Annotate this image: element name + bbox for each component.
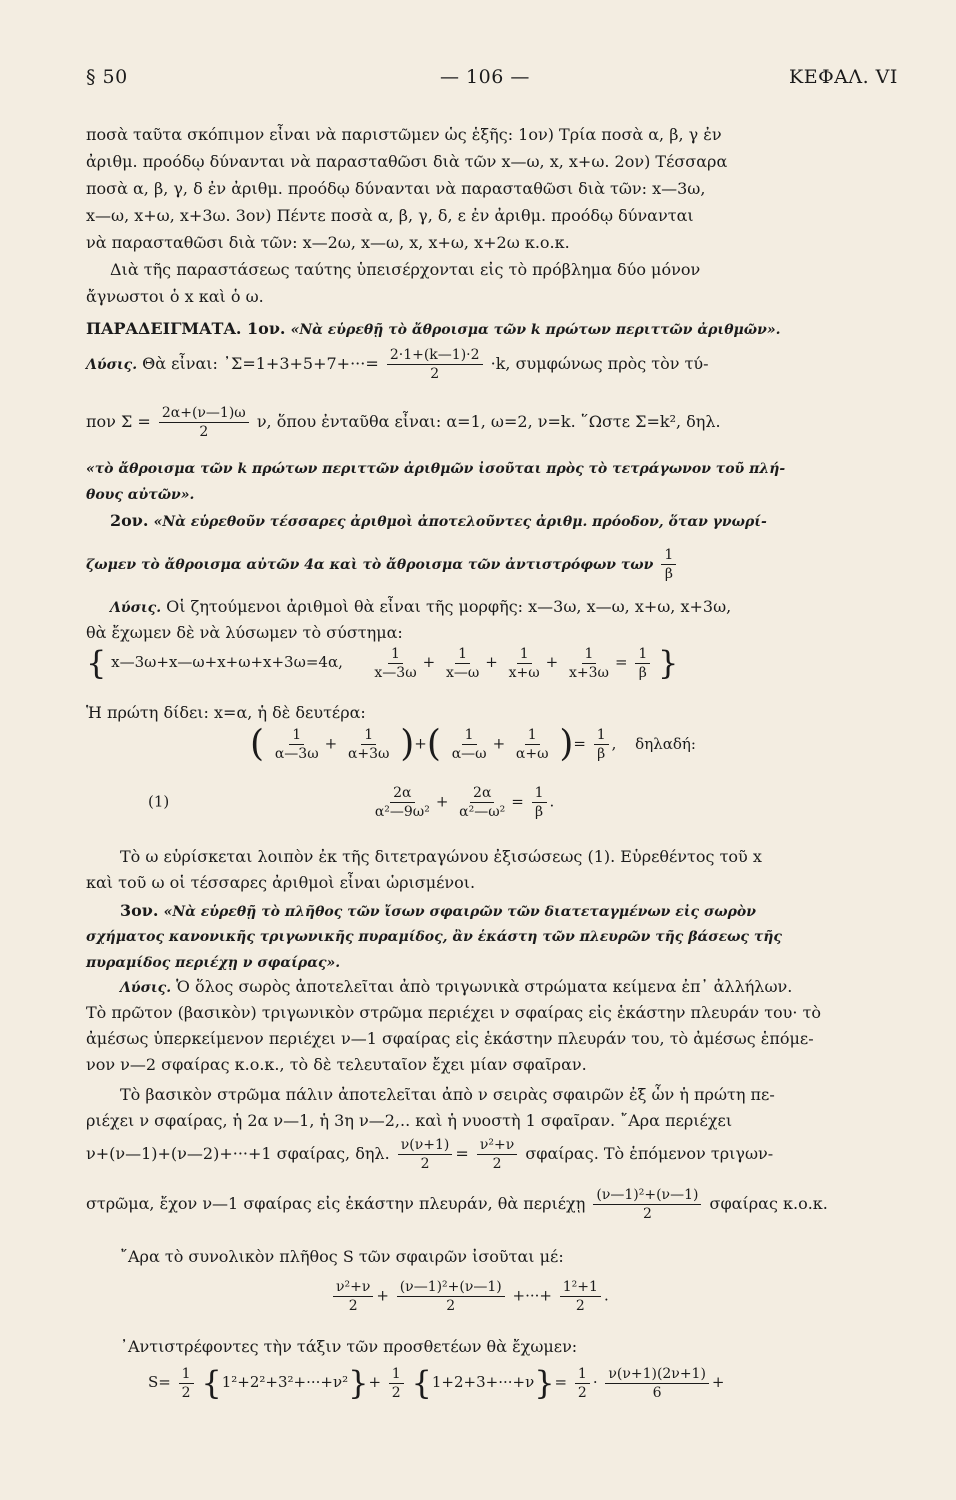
example-2-heading-cont (86, 546, 679, 583)
example-3-title: σχήματος κανονικῆς τριγωνικῆς πυραμίδος, ἂν ἑκάστη τῶν πλευρῶν τῆς βάσεως τῆς (86, 929, 782, 945)
page-number: — 106 — (440, 66, 530, 88)
fraction (566, 645, 612, 682)
equation-1: (1) $\frac{2\alpha}{\text{α²—9ω²}}$ + $\frac{2\alpha}{\text{α²—ω²}}$ = $\frac{1}{\beta}$ . (148, 785, 555, 820)
fraction (593, 1186, 701, 1223)
paren: ( (426, 723, 441, 765)
fraction (389, 1365, 404, 1402)
fraction (456, 784, 508, 821)
denominator: α+3ω (347, 746, 390, 762)
example-2-title: ζωμεν τὸ ἄθροισμα αὐτῶν 4α καὶ τὸ ἄθροισμα τῶν ἀντιστρόφων των (86, 557, 654, 573)
text-line: Τὸ ω εὑρίσκεται λοιπὸν ἐκ τῆς διτετραγώνου ἐξισώσεως (1). Εὑρεθέντος τοῦ x (120, 847, 762, 866)
text-line: ᾿Αντιστρέφοντες τὴν τάξιν τῶν προσθετέων θὰ ἔχωμεν: (120, 1337, 578, 1356)
numerator: 1 (517, 645, 532, 664)
numerator: 1 (388, 645, 403, 664)
total-sum-formula: $\frac{\text{ν²+ν}}{2}$ + $\frac{\text{(ν—1)²+(ν—1)}}{2}$ +···+ $\frac{\text{1²+1}}{2}$ . (330, 1278, 609, 1315)
denominator: 6 (652, 1384, 662, 1401)
denominator: α²—9ω² (374, 804, 430, 820)
numerator: 1 (389, 1365, 404, 1384)
denominator: 2 (181, 1384, 191, 1401)
fraction (345, 726, 393, 763)
fraction (661, 546, 676, 583)
brace-left: { (411, 1364, 432, 1402)
formula-text: S= (148, 1373, 171, 1391)
denominator: α—ω (451, 746, 487, 762)
denominator: x—3ω (374, 664, 417, 681)
fraction (506, 645, 543, 682)
example-2-heading (110, 510, 767, 533)
fraction (477, 1136, 517, 1173)
denominator: 2 (577, 1384, 587, 1401)
numerator: 1 (462, 726, 477, 745)
numerator: 1 (582, 645, 597, 664)
formula-line (86, 404, 721, 441)
section-number: § 50 (86, 66, 128, 88)
text-line: θὰ ἔχωμεν δὲ νὰ λύσωμεν τὸ σύστημα: (86, 623, 403, 642)
fraction (560, 1278, 601, 1315)
formula-text: 1²+2²+3²+···+ν² (221, 1373, 349, 1391)
formula-text: ν, ὅπου ἐνταῦθα εἶναι: α=1, ω=2, ν=k. ῞Ωστε Σ=k², δηλ. (256, 412, 721, 431)
numerator: 2·1+(k—1)·2 (387, 346, 483, 365)
numerator: ν²+ν (333, 1278, 373, 1297)
denominator: 2 (348, 1298, 358, 1314)
example-3-title: «Νὰ εὑρεθῇ τὸ πλῆθος τῶν ἴσων σφαιρῶν τῶν διατεταγμένων εἰς σωρὸν (163, 904, 756, 920)
numerator: 1 (532, 784, 547, 803)
example-3-heading (120, 900, 756, 923)
sum-line: ν+(ν—1)+(ν—2)+···+1 σφαίρας, δηλ. $\frac{\nu(\nu+1)}{2}$ = $\frac{\text{ν²+ν}}{2}$ σφαίρας. Τὸ ἑπόμενον τριγων- (86, 1137, 774, 1172)
text-line: ποσὰ α, β, γ, δ ἐν ἀριθμ. προόδῳ δύνανται νὰ παρασταθῶσι διὰ τῶν: x—3ω, (86, 179, 706, 198)
equation-system: { x—3ω+x—ω+x+ω+x+3ω=4α, $\frac{1}{x—3\omega}$ + $\frac{1}{x—\omega}$ + $\frac{1}{x+\omega}$ + $\frac{1}{x+3\omega}$ = $\frac{1}{\beta}$ } (86, 644, 679, 682)
text-line: ριέχει ν σφαίρας, ἡ 2α ν—1, ἡ 3η ν—2,.. καὶ ἡ νυοστὴ 1 σφαῖραν. ῎Αρα περιέχει (86, 1111, 733, 1130)
text-line: Τὸ πρῶτον (βασικὸν) τριγωνικὸν στρῶμα περιέχει ν σφαίρας εἰς ἑκάστην πλευράν του· τὸ (86, 1003, 822, 1022)
formula-text: δηλαδή: (635, 734, 696, 753)
text-line: Ἡ πρώτη δίδει: x=α, ἡ δὲ δευτέρα: (86, 703, 366, 722)
numerator: 1²+1 (560, 1278, 601, 1297)
text-line: ἀριθμ. προόδῳ δύνανται νὰ παρασταθῶσι διὰ τῶν x—ω, x, x+ω. 2ον) Τέσσαρα (86, 152, 728, 171)
text-line: νὰ παρασταθῶσι διὰ τῶν: x—2ω, x—ω, x, x+ω, x+2ω κ.ο.κ. (86, 233, 570, 252)
example-label: 2ον. (110, 511, 149, 530)
denominator: α²—ω² (459, 804, 506, 820)
numerator: 1 (525, 726, 540, 745)
equation: x—3ω+x—ω+x+ω+x+3ω=4α, (111, 653, 343, 671)
solution-label: Λύσις. (86, 357, 138, 373)
fraction (397, 1278, 505, 1315)
fraction (371, 645, 419, 682)
example-3-title: πυραμίδος περιέχῃ ν σφαίρας». (86, 955, 341, 971)
fraction (387, 346, 483, 383)
solution-label: Λύσις. (110, 600, 162, 616)
example-2-title: «Νὰ εὑρεθοῦν τέσσαρες ἀριθμοὶ ἀποτελοῦντες ἀριθμ. πρόοδον, ὅταν γνωρί- (153, 514, 767, 530)
chapter-label: ΚΕΦΑΛ. VI (789, 66, 898, 88)
fraction (398, 1136, 453, 1173)
numerator: (ν—1)²+(ν—1) (593, 1186, 701, 1205)
numerator: ν(ν+1)(2ν+1) (605, 1365, 709, 1384)
denominator: 2 (492, 1156, 502, 1172)
text-line: νον ν—2 σφαίρας κ.ο.κ., τὸ δὲ τελευταῖον ἔχει μίαν σφαῖραν. (86, 1055, 587, 1074)
solution-2-line (110, 596, 731, 619)
numerator: 1 (594, 726, 609, 745)
brace-left: { (86, 644, 107, 682)
text-line: Τὸ βασικὸν στρῶμα πάλιν ἀποτελεῖται ἀπὸ ν σειρὰς σφαιρῶν ἐξ ὧν ἡ πρώτη πε- (120, 1085, 775, 1104)
solution-3-line (120, 976, 792, 999)
denominator: 2 (420, 1156, 430, 1172)
denominator: β (638, 664, 647, 681)
fraction (575, 1365, 590, 1402)
formula-text: ν+(ν—1)+(ν—2)+···+1 σφαίρας, δηλ. (86, 1144, 390, 1163)
numerator: 1 (455, 645, 470, 664)
numerator: 1 (661, 546, 676, 565)
formula-text: 1+2+3+···+ν (431, 1373, 535, 1391)
denominator: 2 (642, 1206, 652, 1222)
fraction (513, 726, 552, 763)
solution-text: Θὰ εἶναι: ᾿Σ=1+3+5+7+···= (142, 354, 379, 373)
solution-text: ·k, συμφώνως πρὸς τὸν τύ- (490, 354, 709, 373)
denominator: x—ω (445, 664, 480, 681)
example-label: 3ον. (120, 901, 159, 920)
fraction (532, 784, 547, 821)
denominator: 2 (430, 366, 440, 382)
numerator: 2α (470, 784, 494, 803)
fraction (605, 1365, 709, 1402)
final-formula: S= $\frac{1}{2}$ {1²+2²+3²+···+ν²}+ $\frac{1}{2}$ {1+2+3+···+ν}= $\frac{1}{2}$ · $\frac{\nu(\nu+1)(2\nu+1)}{6}$ + (148, 1364, 725, 1402)
paren: ) (559, 723, 574, 765)
fraction (333, 1278, 373, 1315)
denominator: 2 (446, 1298, 456, 1314)
denominator: α—3ω (274, 746, 319, 762)
solution-text: Ὁ ὅλος σωρὸς ἀποτελεῖται ἀπὸ τριγωνικὰ στρώματα κείμενα ἐπ᾿ ἀλλήλων. (176, 977, 793, 996)
numerator: (ν—1)²+(ν—1) (397, 1278, 505, 1297)
text-line: ποσὰ ταῦτα σκόπιμον εἶναι νὰ παριστῶμεν ὡς ἑξῆς: 1ον) Τρία ποσὰ α, β, γ ἐν (86, 125, 722, 144)
text-line: Διὰ τῆς παραστάσεως ταύτης ὑπεισέρχονται εἰς τὸ πρόβλημα δύο μόνον (110, 260, 701, 279)
denominator: 2 (199, 424, 209, 440)
formula-text: πον Σ = (86, 412, 151, 431)
fraction (272, 726, 322, 763)
fraction (159, 404, 249, 441)
denominator: β (597, 746, 606, 762)
fraction (635, 645, 650, 682)
fraction (372, 784, 433, 821)
numerator: ν(ν+1) (398, 1136, 453, 1155)
denominator: 2 (391, 1384, 401, 1401)
text-line: x—ω, x+ω, x+3ω. 3ον) Πέντε ποσὰ α, β, γ, δ, ε ἐν ἀριθμ. προόδῳ δύνανται (86, 206, 694, 225)
brace-right: } (534, 1364, 555, 1402)
conclusion-line: «τὸ ἄθροισμα τῶν k πρώτων περιττῶν ἀριθμῶν ἰσοῦται πρὸς τὸ τετράγωνον τοῦ πλή- (86, 461, 786, 477)
paren: ( (250, 723, 265, 765)
numerator: 1 (635, 645, 650, 664)
numerator: 1 (361, 726, 376, 745)
denominator: 2 (575, 1298, 585, 1314)
numerator: 1 (179, 1365, 194, 1384)
numerator: 2α+(ν—1)ω (159, 404, 249, 423)
brace-right: } (658, 644, 679, 682)
formula-text: στρῶμα, ἔχον ν—1 σφαίρας εἰς ἑκάστην πλευράν, θὰ περιέχῃ (86, 1194, 586, 1213)
numerator: 1 (289, 726, 304, 745)
solution-text: Οἱ ζητούμενοι ἀριθμοὶ θὰ εἶναι τῆς μορφῆς: x—3ω, x—ω, x+ω, x+3ω, (166, 597, 732, 616)
text-line: ἀμέσως ὑπερκείμενον περιέχει ν—1 σφαίρας εἰς ἑκάστην πλευράν του, τὸ ἀμέσως ἑπόμε- (86, 1029, 814, 1048)
fraction (179, 1365, 194, 1402)
solution-1-line (86, 346, 709, 383)
brace-left: { (201, 1364, 222, 1402)
solution-label: Λύσις. (120, 980, 172, 996)
equation-number: (1) (148, 792, 170, 811)
paren: ) (400, 723, 415, 765)
denominator: x+ω (508, 664, 540, 681)
denominator: β (535, 804, 544, 820)
numerator: 2α (390, 784, 414, 803)
text-line: ῎Αρα τὸ συνολικὸν πλῆθος S τῶν σφαιρῶν ἰσοῦται μέ: (120, 1247, 564, 1266)
fraction (594, 726, 609, 763)
next-layer-line (86, 1186, 828, 1223)
denominator: α+ω (515, 746, 549, 762)
fraction (449, 726, 490, 763)
numerator: ν²+ν (477, 1136, 517, 1155)
text-line: ἄγνωστοι ὁ x καὶ ὁ ω. (86, 287, 264, 306)
formula-text: +···+ (512, 1286, 552, 1305)
conclusion-line: θους αὐτῶν». (86, 487, 195, 503)
numerator: 1 (575, 1365, 590, 1384)
formula-text: σφαίρας. Τὸ ἑπόμενον τριγων- (525, 1144, 774, 1163)
formula-text: σφαίρας κ.ο.κ. (709, 1194, 828, 1213)
example-heading (86, 318, 780, 341)
denominator: x+3ω (569, 664, 609, 681)
text-line: καὶ τοῦ ω οἱ τέσσαρες ἀριθμοὶ εἶναι ὡρισμένοι. (86, 873, 476, 892)
example-1-title: «Νὰ εὑρεθῇ τὸ ἄθροισμα τῶν k πρώτων περιττῶν ἀριθμῶν». (290, 322, 781, 338)
fraction (443, 645, 482, 682)
equation-2: ( $\frac{1}{\alpha—3\omega}$ + $\frac{1}{\alpha+3\omega}$ )+( $\frac{1}{\alpha—\omega}$ + $\frac{1}{\alpha+\omega}$ )= $\frac{1}{\beta}$ , δηλαδή: (250, 723, 696, 765)
examples-label: ΠΑΡΑΔΕΙΓΜΑΤΑ. 1ον. (86, 319, 286, 338)
denominator: β (664, 566, 673, 582)
brace-right: } (348, 1364, 369, 1402)
